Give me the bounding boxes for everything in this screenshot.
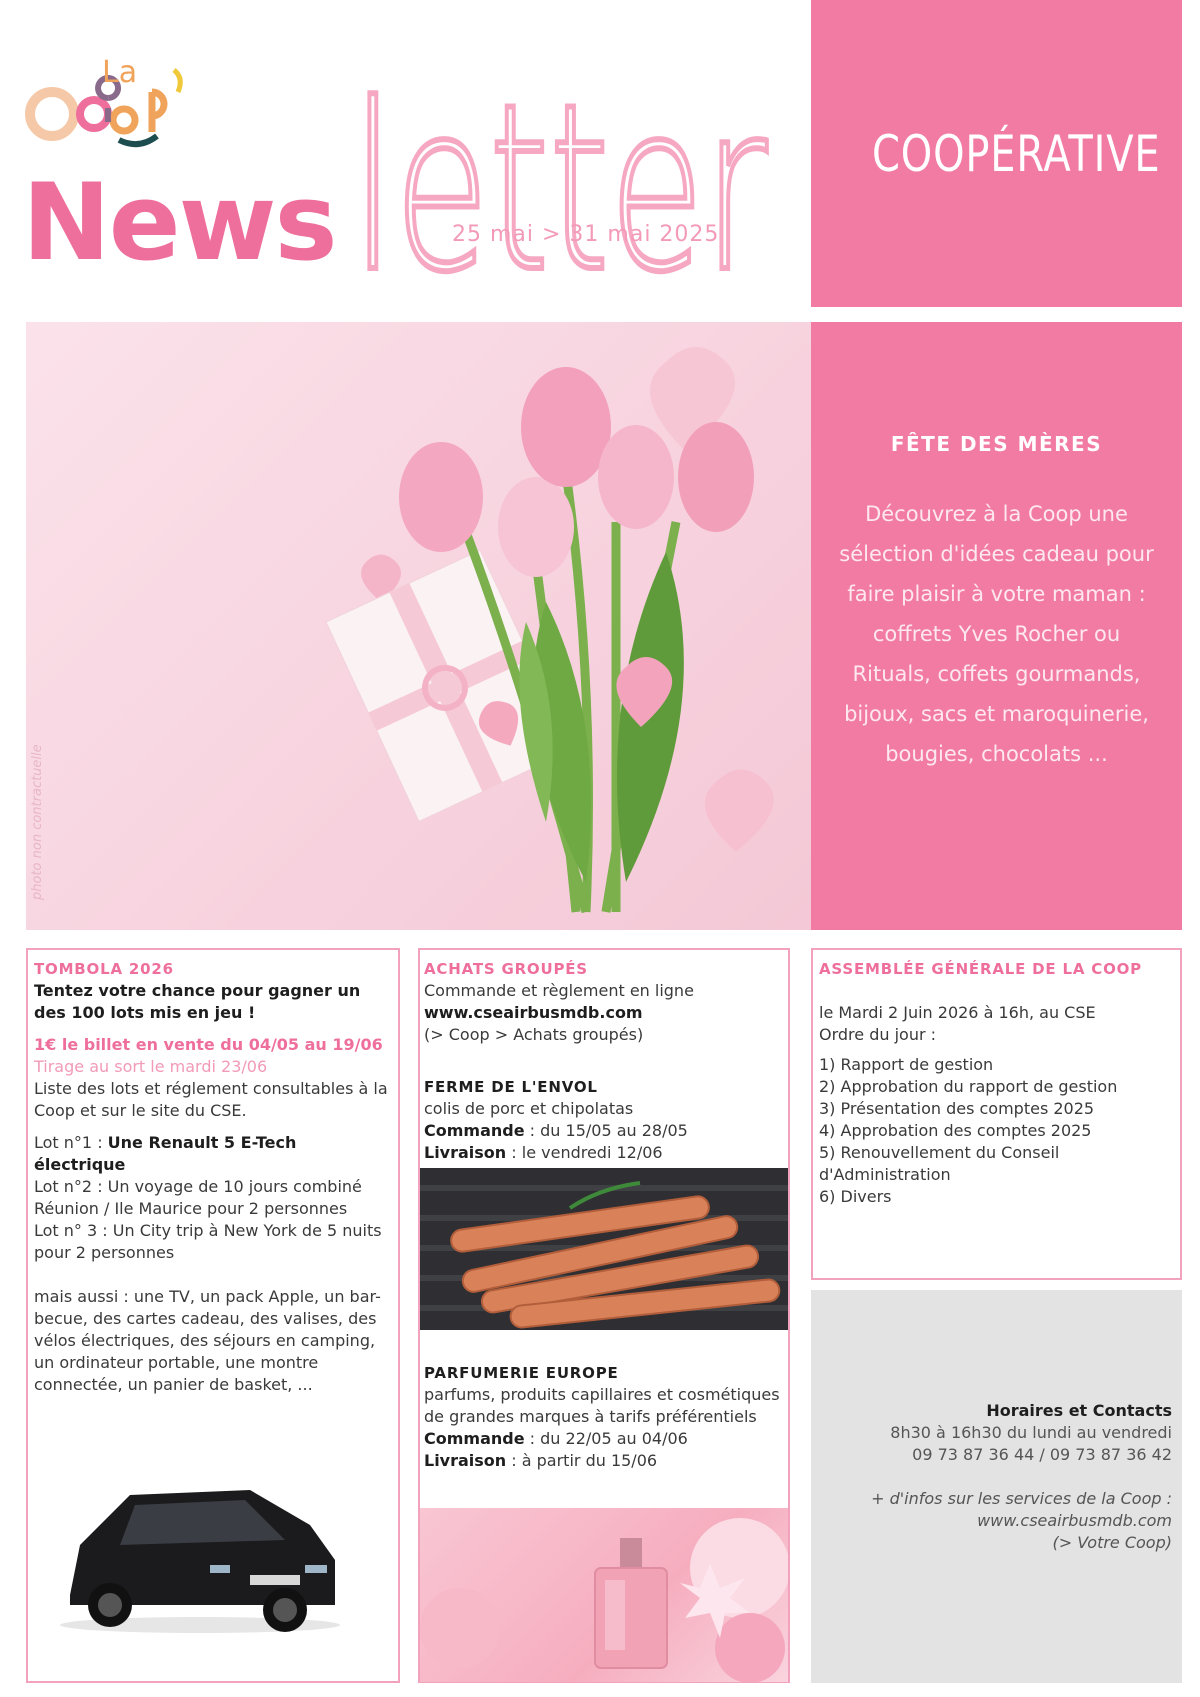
ferme-delivery-date: : le vendredi 12/06 bbox=[506, 1143, 663, 1162]
newsletter-title-bold: News bbox=[22, 161, 336, 284]
la-coop-logo bbox=[24, 52, 194, 152]
svg-text:La: La bbox=[102, 55, 138, 90]
order-label: Commande bbox=[424, 1121, 525, 1140]
date-range: 25 mai > 31 mai 2025 bbox=[452, 222, 720, 247]
contact-title: Horaires et Contacts bbox=[986, 1401, 1172, 1420]
parfumerie-delivery bbox=[424, 1450, 784, 1472]
tombola-draw: Tirage au sort le mardi 23/06 bbox=[34, 1057, 268, 1076]
contact-site-path: (> Votre Coop) bbox=[1052, 1533, 1172, 1552]
agenda-item: 5) Renouvellement du Conseil d'Administration bbox=[819, 1143, 1060, 1184]
lot-1-name: Une Renault 5 E-Tech électrique bbox=[34, 1133, 297, 1174]
tombola-headline: Tentez votre chance pour gagner un des 100 lots mis en jeu ! bbox=[34, 981, 361, 1022]
lot-1-prefix: Lot n°1 : bbox=[34, 1133, 108, 1152]
tombola-lot-3: Lot n° 3 : Un City trip à New York de 5 nuits pour 2 personnes bbox=[34, 1221, 382, 1262]
more-info-text: + d'infos sur les services de la Coop : bbox=[871, 1489, 1172, 1508]
ferme-envol-desc: colis de porc et chipolatas bbox=[424, 1099, 634, 1118]
general-assembly-title: ASSEMBLÉE GÉNÉRALE DE LA COOP bbox=[819, 960, 1142, 978]
parfumerie-order bbox=[424, 1428, 784, 1450]
general-assembly-date: le Mardi 2 Juin 2026 à 16h, au CSE bbox=[819, 1003, 1096, 1022]
parfumerie-title: PARFUMERIE EUROPE bbox=[424, 1364, 619, 1382]
tombola-lot-1 bbox=[34, 1132, 392, 1176]
agenda-item: 2) Approbation du rapport de gestion bbox=[819, 1077, 1118, 1096]
group-purchases-path: (> Coop > Achats groupés) bbox=[424, 1025, 644, 1044]
tombola-lot-2: Lot n°2 : Un voyage de 10 jours combiné Réunion / Ile Maurice pour 2 personnes bbox=[34, 1177, 362, 1218]
tulips-illustration bbox=[26, 322, 811, 930]
tombola-more-prizes: mais aussi : une TV, un pack Apple, un bar-becue, des cartes cadeau, des valises, des vélos électriques, des séjours en camping, un ordinateur portable, une montre connectée, un panier de basket, ... bbox=[34, 1287, 381, 1394]
sausages-photo bbox=[420, 1168, 788, 1330]
agenda-item: 3) Présentation des comptes 2025 bbox=[819, 1099, 1095, 1118]
mothers-day-panel bbox=[811, 322, 1182, 930]
sausages-illustration bbox=[420, 1168, 788, 1330]
tombola-ticket: 1€ le billet en vente du 04/05 au 19/06 bbox=[34, 1035, 383, 1054]
ferme-envol-title: FERME DE L'ENVOL bbox=[424, 1078, 598, 1096]
svg-text:letter: letter bbox=[352, 82, 768, 282]
order-label: Commande bbox=[424, 1429, 525, 1448]
cooperative-banner bbox=[811, 0, 1182, 307]
photo-credit: photo non contractuelle bbox=[30, 744, 45, 900]
ferme-envol-delivery bbox=[424, 1142, 784, 1164]
group-purchases-intro: Commande et règlement en ligne bbox=[424, 981, 694, 1000]
tulips-hero-photo bbox=[26, 322, 811, 930]
agenda-item: 4) Approbation des comptes 2025 bbox=[819, 1121, 1092, 1140]
agenda-list bbox=[819, 1054, 1174, 1208]
newsletter-title-light bbox=[352, 82, 772, 282]
group-purchases-site-link[interactable]: www.cseairbusmdb.com bbox=[424, 1003, 643, 1022]
agenda-label: Ordre du jour : bbox=[819, 1025, 937, 1044]
parfumerie-desc: parfums, produits capillaires et cosmétiques de grandes marques à tarifs préférentiels bbox=[424, 1385, 780, 1426]
tombola-rules: Liste des lots et réglement consultables à la Coop et sur le site du CSE. bbox=[34, 1079, 388, 1120]
parfumerie-order-dates: : du 22/05 au 04/06 bbox=[524, 1429, 688, 1448]
agenda-item: 1) Rapport de gestion bbox=[819, 1055, 994, 1074]
phone-numbers[interactable]: 09 73 87 36 44 / 09 73 87 36 42 bbox=[912, 1445, 1172, 1464]
ferme-order-dates: : du 15/05 au 28/05 bbox=[524, 1121, 688, 1140]
mothers-day-title: FÊTE DES MÈRES bbox=[890, 432, 1103, 456]
group-purchases-title: ACHATS GROUPÉS bbox=[424, 960, 588, 978]
opening-hours: 8h30 à 16h30 du lundi au vendredi bbox=[890, 1423, 1172, 1442]
perfume-photo bbox=[420, 1508, 788, 1682]
general-assembly-section bbox=[811, 948, 1182, 1280]
renault-5-car-photo bbox=[50, 1465, 350, 1635]
mothers-day-text: Découvrez à la Coop une sélection d'idées cadeau pour faire plaisir à votre maman : coffrets Yves Rocher ou Rituals, coffets gourmands, bijoux, sacs et maroquinerie, bougies, chocolats ... bbox=[839, 502, 1154, 766]
parfumerie-delivery-date: : à partir du 15/06 bbox=[506, 1451, 658, 1470]
delivery-label: Livraison bbox=[424, 1451, 507, 1470]
ferme-envol-order bbox=[424, 1120, 784, 1142]
perfume-illustration bbox=[420, 1508, 788, 1682]
contact-site-link[interactable]: www.cseairbusmdb.com bbox=[977, 1511, 1172, 1530]
agenda-item: 6) Divers bbox=[819, 1187, 892, 1206]
delivery-label: Livraison bbox=[424, 1143, 507, 1162]
cooperative-label: COOPÉRATIVE bbox=[872, 124, 1161, 183]
contact-box bbox=[811, 1290, 1182, 1683]
tombola-title: TOMBOLA 2026 bbox=[34, 960, 174, 978]
